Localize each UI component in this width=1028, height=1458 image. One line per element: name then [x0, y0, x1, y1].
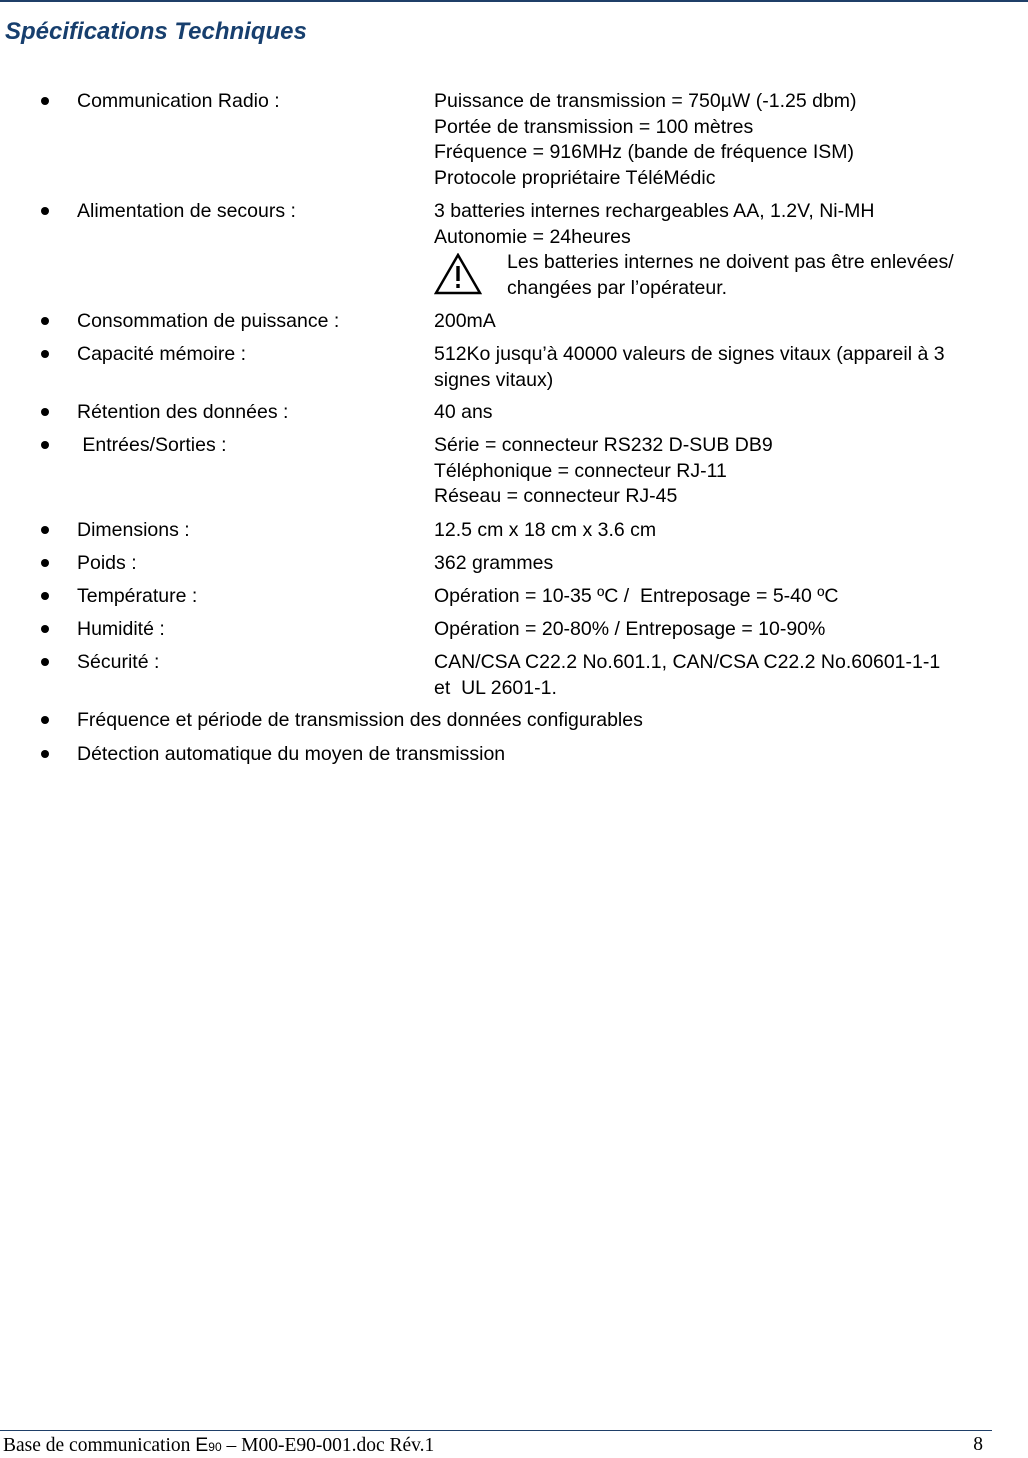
- spec-value: [434, 584, 1024, 610]
- spec-value-line: Téléphonique = connecteur RJ-11: [434, 459, 727, 482]
- spec-label: Détection automatique du moyen de transmission: [77, 743, 506, 765]
- spec-value: [434, 650, 1024, 701]
- bullet-icon: [41, 592, 49, 600]
- top-rule: [0, 0, 1028, 2]
- battery-warning: [434, 250, 1024, 301]
- bullet-icon: [41, 408, 49, 416]
- spec-value-line: Autonomie = 24heures: [434, 225, 631, 248]
- page-title: Spécifications Techniques: [5, 18, 307, 45]
- spec-label: Dimensions :: [77, 519, 190, 541]
- spec-value-line: Opération = 20-80% / Entreposage = 10-90%: [434, 618, 826, 640]
- spec-value-line: Portée de transmission = 100 mètres: [434, 115, 754, 138]
- spec-value-line: 3 batteries internes rechargeables AA, 1.2V, Ni-MH: [434, 200, 875, 222]
- bullet-icon: [41, 658, 49, 666]
- spec-value: [434, 518, 1024, 544]
- spec-value-line: Fréquence = 916MHz (bande de fréquence ISM): [434, 141, 855, 163]
- spec-label: Rétention des données :: [77, 401, 289, 423]
- warning-line: changées par l’opérateur.: [507, 276, 728, 299]
- spec-value: [434, 342, 1024, 393]
- spec-label: Sécurité :: [77, 651, 160, 673]
- spec-label: Consommation de puissance :: [77, 310, 340, 332]
- spec-value-line: 512Ko jusqu’à 40000 valeurs de signes vitaux (appareil à 3: [434, 343, 945, 365]
- spec-label: Fréquence et période de transmission des données configurables: [77, 709, 643, 731]
- spec-value: [434, 89, 1024, 191]
- bullet-icon: [41, 350, 49, 358]
- spec-label: Température :: [77, 585, 198, 607]
- page-number: 8: [973, 1434, 983, 1455]
- spec-value-line: signes vitaux): [434, 368, 554, 391]
- spec-value: [434, 309, 1024, 335]
- page-footer: [3, 1434, 983, 1457]
- spec-value-line: Réseau = connecteur RJ-45: [434, 485, 678, 507]
- spec-value: [434, 551, 1024, 577]
- spec-value-line: 362 grammes: [434, 552, 554, 574]
- spec-value-line: 12.5 cm x 18 cm x 3.6 cm: [434, 519, 657, 541]
- warning-line: Les batteries internes ne doivent pas être enlevées/: [507, 251, 954, 273]
- spec-value: [434, 400, 1024, 426]
- bullet-icon: [41, 207, 49, 215]
- spec-value-line: CAN/CSA C22.2 No.601.1, CAN/CSA C22.2 No.60601-1-1: [434, 651, 941, 673]
- spec-value: [434, 617, 1024, 643]
- spec-label: Alimentation de secours :: [77, 200, 296, 222]
- bullet-icon: [41, 750, 49, 758]
- bullet-icon: [41, 441, 49, 449]
- footer-product-letter: E: [195, 1434, 209, 1456]
- footer-doc-prefix: Base de communication: [3, 1435, 196, 1456]
- spec-value: [434, 433, 1024, 510]
- spec-label: Capacité mémoire :: [77, 343, 247, 365]
- footer-product-sub: 90: [208, 1440, 222, 1454]
- spec-value-line: et UL 2601-1.: [434, 676, 557, 699]
- spec-value-line: 40 ans: [434, 401, 493, 423]
- bullet-icon: [41, 625, 49, 633]
- spec-value-line: Série = connecteur RS232 D-SUB DB9: [434, 434, 773, 456]
- footer-doc-suffix: – M00-E90-001.doc Rév.1: [221, 1435, 435, 1456]
- bullet-icon: [41, 526, 49, 534]
- spec-label: Communication Radio :: [77, 90, 280, 112]
- spec-value-line: 200mA: [434, 310, 496, 332]
- warning-text: [507, 250, 954, 301]
- bullet-icon: [41, 716, 49, 724]
- bullet-icon: [41, 97, 49, 105]
- spec-label: Entrées/Sorties :: [77, 434, 227, 456]
- spec-label: Humidité :: [77, 618, 165, 640]
- spec-value-line: Protocole propriétaire TéléMédic: [434, 166, 716, 189]
- bullet-icon: [41, 317, 49, 325]
- spec-value-line: Opération = 10-35 ºC / Entreposage = 5-40 ºC: [434, 585, 839, 607]
- spec-value-line: Puissance de transmission = 750µW (-1.25 dbm): [434, 90, 857, 112]
- warning-triangle-icon: [434, 253, 482, 295]
- spec-label: Poids :: [77, 552, 137, 574]
- spec-value: [434, 199, 1024, 301]
- bullet-icon: [41, 559, 49, 567]
- footer-rule: [0, 1430, 992, 1431]
